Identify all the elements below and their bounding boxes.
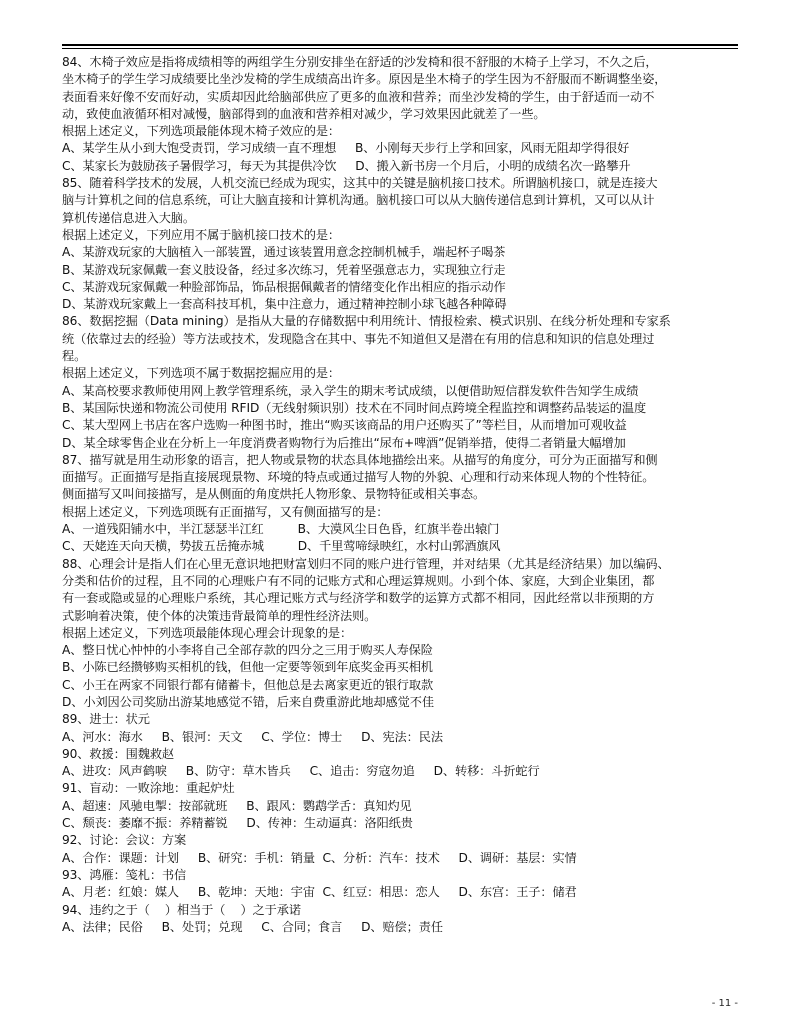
text-line: A、某学生从小到大饱受责罚，学习成绩一直不理想 B、小刚每天步行上学和回家，风雨无阻却学得很好 — [62, 141, 630, 156]
header-rule-thick — [62, 44, 738, 46]
text-line: 有一套或隐或显的心理账户系统，其心理记账方式与经济学和数学的运算方式都不相同，因此经常以非预期的方 — [62, 591, 655, 606]
text-line: 程。 — [62, 349, 87, 364]
text-line: C、某大型网上书店在客户选购一种图书时，推出“购买该商品的用户还购买了”等栏目，从而增加可观收益 — [62, 418, 627, 433]
text-line: 87、描写就是用生动形象的语言，把人物或景物的状态具体地描绘出来。从描写的角度分，可分为正面描写和侧 — [62, 452, 658, 467]
text-line: 式影响着决策，使个体的决策违背最简单的理性经济法则。 — [62, 608, 377, 623]
text-line: A、某游戏玩家的大脑植入一部装置，通过该装置用意念控制机械手，端起杯子喝茶 — [62, 245, 506, 260]
text-line: A、一道残阳铺水中，半江瑟瑟半江红 B、大漠风尘日色昏，红旗半卷出辕门 — [62, 522, 500, 537]
text-line: 84、木椅子效应是指将成绩相等的两组学生分别安排坐在舒适的沙发椅和很不舒服的木椅子上学习，不久之后， — [62, 55, 658, 69]
text-line: A、整日忧心忡忡的小李将自己全部存款的四分之三用于购买人寿保险 — [62, 643, 433, 658]
text-line: C、某游戏玩家佩戴一种脸部饰品，饰品根据佩戴者的情绪变化作出相应的指示动作 — [62, 279, 506, 294]
text-line: A、某高校要求教师使用网上教学管理系统，录入学生的期末考试成绩，以便借助短信群发软件告知学生成绩 — [62, 383, 639, 398]
text-line: 面描写。正面描写是指直接展现景物、环境的特点或通过描写人物的外貌、心理和行动来体现人物的个性特征。 — [62, 470, 655, 485]
text-line: 动，致使血液循环相对减慢，脑部得到的血液和营养相对减少，学习效果因此就差了一些。 — [62, 106, 546, 121]
text-line: 86、数据挖掘（Data mining）是指从大量的存储数据中利用统计、情报检索、模式识别、在线分析处理和专家系 — [62, 314, 671, 329]
text-line: C、某家长为鼓励孩子暑假学习，每天为其提供冷饮 D、搬入新书房一个月后，小明的成绩名次一路攀升 — [62, 158, 631, 173]
text-line: 93、鸿雁：笺札：书信 — [62, 867, 187, 882]
text-line: C、小王在两家不同银行都有储蓄卡，但他总是去离家更近的银行取款 — [62, 677, 434, 692]
text-line: 94、违约之于（ ）相当于（ ）之于承诺 — [62, 902, 301, 917]
text-line: 表面看来好像不安而好动，实质却因此给脑部供应了更多的血液和营养；而坐沙发椅的学生，由于舒适而一动不 — [62, 89, 655, 104]
text-line: C、颓丧：萎靡不振：养精蓄锐 D、传神：生动逼真：洛阳纸贵 — [62, 816, 413, 831]
text-line: A、河水：海水 B、银河：天文 C、学位：博士 D、宪法：民法 — [62, 729, 443, 744]
text-line: 统（依靠过去的经验）等方法或技术，发现隐含在其中、事先不知道但又是潜在有用的信息和知识的信息处理过 — [62, 331, 655, 346]
text-line: 根据上述定义，下列选项最能体现木椅子效应的是： — [62, 124, 341, 139]
text-line: 侧面描写又叫间接描写，是从侧面的角度烘托人物形象、景物特征或相关事态。 — [62, 487, 486, 502]
text-line: 91、盲动：一败涂地：重起炉灶 — [62, 781, 235, 796]
text-line: A、合作：课题：计划 B、研究：手机：销量 C、分析：汽车：技术 D、调研：基层：实情 — [62, 850, 577, 865]
text-line: 89、进士：状元 — [62, 712, 150, 727]
document-body — [62, 54, 742, 936]
text-line: 算机传递信息进入大脑。 — [62, 210, 195, 225]
text-line: A、月老：红娘：媒人 B、乾坤：天地：宇宙 C、红豆：相思：恋人 D、东宫：王子：储君 — [62, 885, 577, 900]
text-line: B、某游戏玩家佩戴一套义肢设备，经过多次练习，凭着坚强意志力，实现独立行走 — [62, 262, 506, 277]
text-line: 90、救援：围魏救赵 — [62, 746, 175, 761]
text-line: A、法律；民俗 B、处罚；兑现 C、合同；食言 D、赔偿；责任 — [62, 919, 443, 934]
text-line: 根据上述定义，下列选项最能体现心理会计现象的是： — [62, 625, 353, 640]
text-line: 根据上述定义，下列选项既有正面描写，又有侧面描写的是： — [62, 504, 389, 519]
text-line: 88、心理会计是指人们在心里无意识地把财富划归不同的账户进行管理，并对结果（尤其是经济结果）加以编码、 — [62, 556, 670, 571]
text-line: D、小刘因公司奖励出游某地感觉不错，后来自费重游此地却感觉不佳 — [62, 694, 434, 709]
text-line: A、超速：风驰电掣：按部就班 B、跟风：鹦鹉学舌：真知灼见 — [62, 798, 412, 813]
text-line: D、某游戏玩家戴上一套高科技耳机，集中注意力，通过精神控制小球飞越各种障碍 — [62, 297, 507, 312]
text-line: 脑与计算机之间的信息系统，可让大脑直接和计算机沟通。脑机接口可以从大脑传递信息到计算机，又可以从计 — [62, 193, 655, 208]
text-line: B、小陈已经攒够购买相机的钱，但他一定要等领到年底奖金再买相机 — [62, 660, 433, 675]
text-line: B、某国际快递和物流公司使用 RFID（无线射频识别）技术在不同时间点跨境全程监控和调整药品装运的温度 — [62, 400, 647, 415]
text-line: 根据上述定义，下列选项不属于数据挖掘应用的是： — [62, 366, 341, 381]
text-line: 分类和估价的过程，且不同的心理账户有不同的记账方式和心理运算规则。小到个体、家庭，大到企业集团，都 — [62, 573, 655, 588]
page-number: - 11 - — [711, 998, 738, 1009]
text-line: 85、随着科学技术的发展，人机交流已经成为现实，这其中的关键是脑机接口技术。所谓脑机接口，就是连接大 — [62, 176, 658, 191]
text-line: A、进攻：风声鹤唳 B、防守：草木皆兵 C、追击：穷寇勿追 D、转移：斗折蛇行 — [62, 764, 540, 779]
text-line: 坐木椅子的学生学习成绩要比坐沙发椅的学生成绩高出许多。原因是坐木椅子的学生因为不舒服而不断调整坐姿， — [62, 72, 667, 87]
header-rule-thin — [62, 48, 738, 49]
text-line: D、某全球零售企业在分析上一年度消费者购物行为后推出“尿布+啤酒”促销举措，使得二者销量大幅增加 — [62, 435, 626, 450]
text-line: C、天姥连天向天横，势拔五岳掩赤城 D、千里莺啼绿映红，水村山郭酒旗风 — [62, 539, 501, 554]
text-line: 92、讨论：会议：方案 — [62, 833, 187, 848]
text-line: 根据上述定义，下列应用不属于脑机接口技术的是： — [62, 227, 341, 242]
